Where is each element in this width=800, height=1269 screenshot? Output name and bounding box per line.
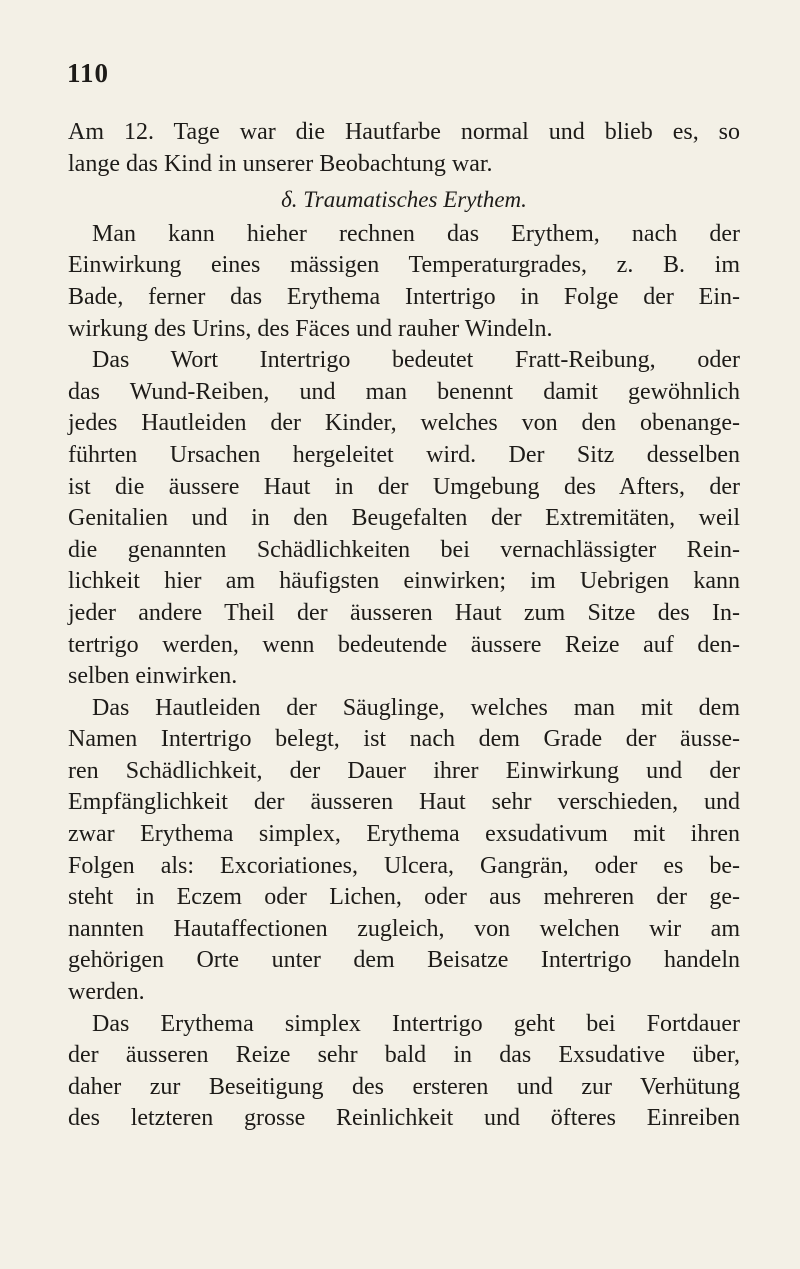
- text-line: ist die äussere Haut in der Umgebung des Afters, der: [68, 473, 740, 500]
- text-line: Man kann hieher rechnen das Erythem, nach der: [92, 220, 740, 247]
- paragraph: [68, 345, 740, 693]
- body-text: [68, 117, 740, 1135]
- text-line: selben einwirken.: [68, 663, 238, 690]
- text-line: führten Ursachen hergeleitet wird. Der Sitz desselben: [68, 441, 740, 468]
- text-line: das Wund-Reiben, und man benennt damit gewöhnlich: [68, 378, 740, 405]
- text-line: Das Hautleiden der Säuglinge, welches man mit dem: [92, 694, 740, 721]
- text-line: Bade, ferner das Erythema Intertrigo in Folge der Ein-: [68, 283, 740, 310]
- text-line: steht in Eczem oder Lichen, oder aus mehreren der ge-: [68, 884, 740, 911]
- text-line: Das Wort Intertrigo bedeutet Fratt-Reibung, oder: [92, 347, 740, 374]
- text-line: gehörigen Orte unter dem Beisatze Intertrigo handeln: [68, 947, 740, 974]
- paragraph: [68, 1009, 740, 1135]
- text-line: nannten Hautaffectionen zugleich, von welchen wir am: [68, 915, 740, 942]
- text-line: jeder andere Theil der äusseren Haut zum Sitze des In-: [68, 599, 740, 626]
- text-line: des letzteren grosse Reinlichkeit und öfteres Einreiben: [68, 1105, 740, 1132]
- page-number: 110: [67, 58, 110, 88]
- text-line: Genitalien und in den Beugefalten der Extremitäten, weil: [68, 505, 740, 532]
- text-line: wirkung des Urins, des Fäces und rauher Windeln.: [68, 315, 553, 342]
- text-line: jedes Hautleiden der Kinder, welches von den obenange-: [68, 410, 740, 437]
- text-line: lichkeit hier am häufigsten einwirken; im Uebrigen kann: [68, 568, 740, 595]
- text-line: ren Schädlichkeit, der Dauer ihrer Einwirkung und der: [68, 757, 740, 784]
- text-line: der äusseren Reize sehr bald in das Exsudative über,: [68, 1042, 740, 1069]
- paragraph: [68, 219, 740, 345]
- text-line: Namen Intertrigo belegt, ist nach dem Grade der äusse-: [68, 726, 740, 753]
- text-line: Das Erythema simplex Intertrigo geht bei Fortdauer: [92, 1010, 740, 1037]
- text-line: lange das Kind in unserer Beobachtung war.: [68, 150, 493, 177]
- text-line: tertrigo werden, wenn bedeutende äussere Reize auf den-: [68, 631, 740, 658]
- text-line: zwar Erythema simplex, Erythema exsudativum mit ihren: [68, 821, 740, 848]
- text-line: daher zur Beseitigung des ersteren und zur Verhütung: [68, 1073, 740, 1100]
- paragraph: [68, 693, 740, 1009]
- text-line: werden.: [68, 979, 145, 1006]
- section-heading: δ. Traumatisches Erythem.: [281, 187, 527, 213]
- text-line: die genannten Schädlichkeiten bei vernachlässigter Rein-: [68, 536, 740, 563]
- text-line: Einwirkung eines mässigen Temperaturgrades, z. B. im: [68, 252, 740, 279]
- text-line: Am 12. Tage war die Hautfarbe normal und blieb es, so: [68, 119, 740, 145]
- text-line: Empfänglichkeit der äusseren Haut sehr verschieden, und: [68, 789, 740, 816]
- text-line: Folgen als: Excoriationes, Ulcera, Gangrän, oder es be-: [68, 852, 740, 879]
